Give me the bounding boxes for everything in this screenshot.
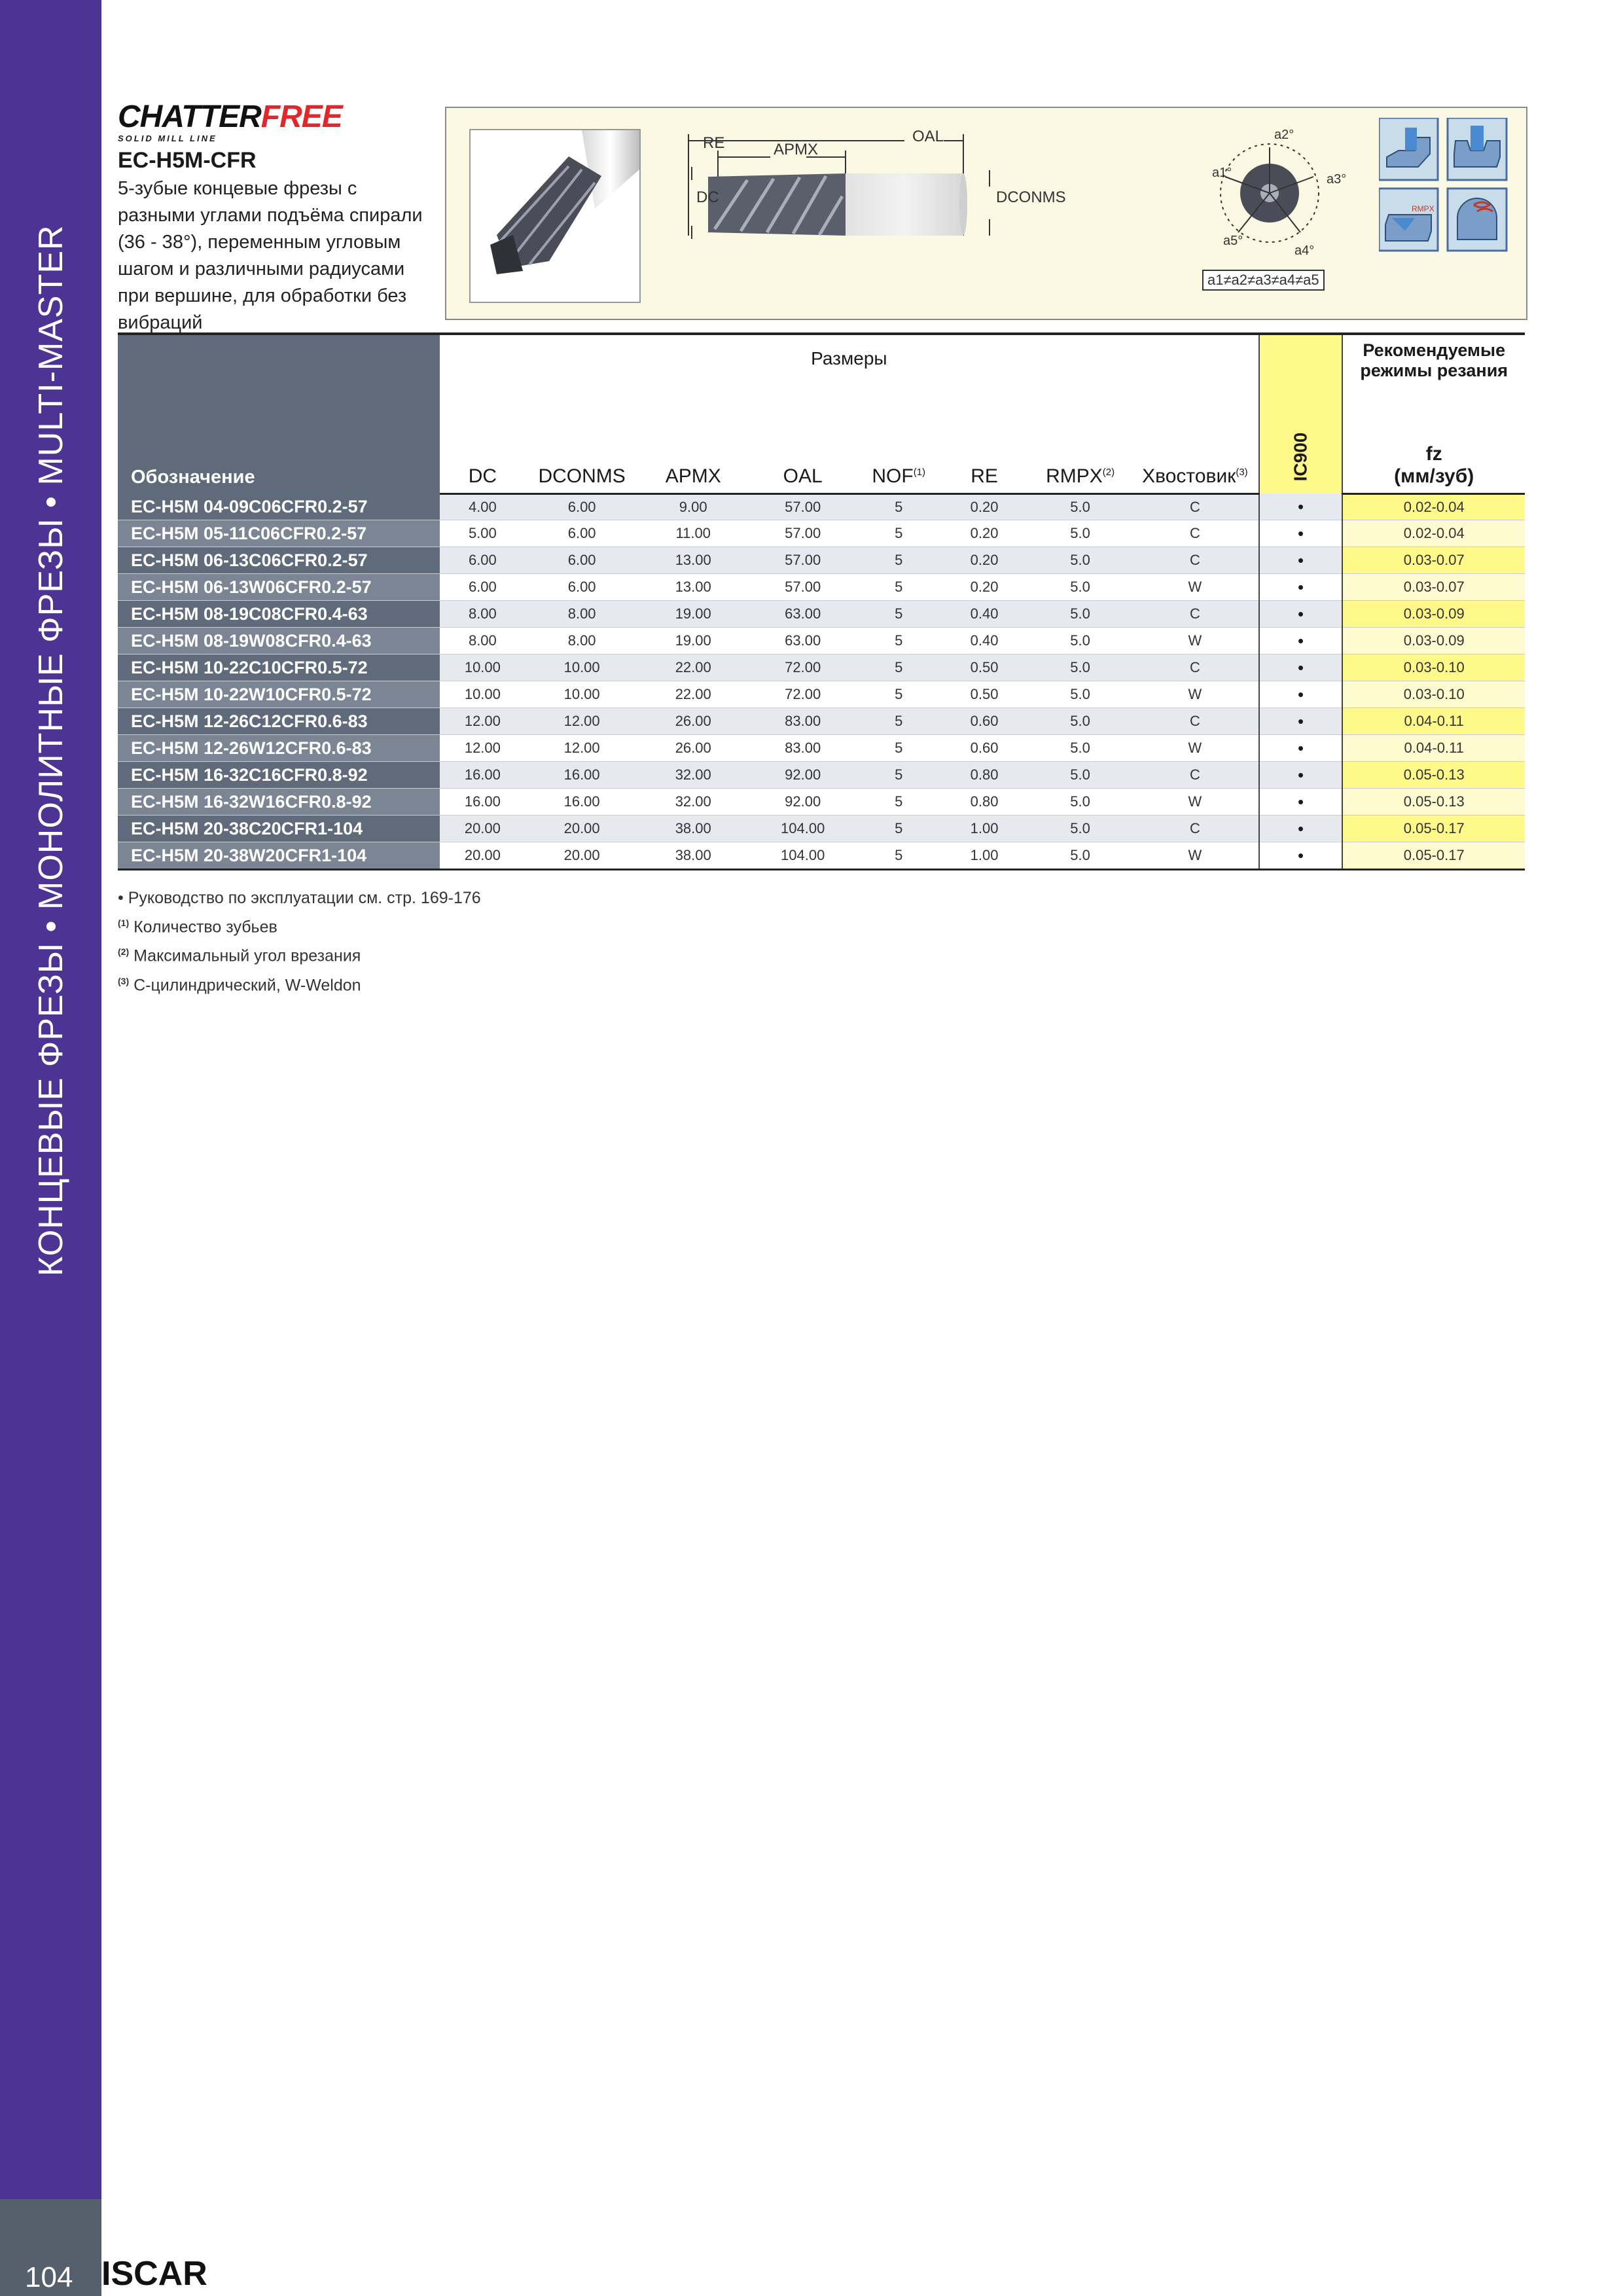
cell-fz: 0.03-0.10 [1342,681,1525,708]
table-row [118,493,1525,520]
re-label: RE [703,134,725,152]
cell-dconms: 6.00 [526,574,639,601]
cell-designation: EC-H5M 12-26W12CFR0.6-83 [118,735,440,762]
cell-designation: EC-H5M 08-19C08CFR0.4-63 [118,601,440,628]
cell-re: 0.40 [940,628,1029,655]
cell-dconms: 10.00 [526,681,639,708]
col-dc: DC [440,387,526,493]
cell-oal: 92.00 [748,789,857,816]
angle-a3-label: a3° [1327,172,1347,187]
dconms-label: DCONMS [996,188,1066,206]
cell-oal: 63.00 [748,601,857,628]
cell-shank: W [1132,842,1259,870]
cell-dconms: 6.00 [526,520,639,547]
cell-apmx: 22.00 [638,681,747,708]
footnote-mark: (1) [118,918,130,928]
cell-dc: 16.00 [440,762,526,789]
apmx-label: APMX [774,141,819,158]
cell-apmx: 19.00 [638,601,747,628]
cell-fz: 0.03-0.07 [1342,547,1525,574]
cell-designation: EC-H5M 20-38C20CFR1-104 [118,816,440,842]
brand-name: ISCAR [101,2255,207,2293]
cell-apmx: 26.00 [638,708,747,735]
cell-rmpx: 5.0 [1029,547,1132,574]
cell-dc: 20.00 [440,842,526,870]
cell-rmpx: 5.0 [1029,708,1132,735]
cell-dconms: 8.00 [526,628,639,655]
cell-shank: W [1132,789,1259,816]
cell-ic900: • [1259,547,1343,574]
cell-dconms: 10.00 [526,655,639,681]
cell-nof: 5 [857,816,940,842]
oal-label: OAL [912,128,944,145]
cell-dc: 12.00 [440,735,526,762]
cell-designation: EC-H5M 16-32W16CFR0.8-92 [118,789,440,816]
cell-rmpx: 5.0 [1029,735,1132,762]
cell-ic900: • [1259,708,1343,735]
ramping-icon [1379,188,1438,251]
slotting-icon [1448,118,1507,180]
footnote-text: C-цилиндрический, W-Weldon [134,975,361,994]
cell-apmx: 26.00 [638,735,747,762]
cell-designation: EC-H5M 05-11C06CFR0.2-57 [118,520,440,547]
cell-oal: 83.00 [748,735,857,762]
cell-shank: C [1132,816,1259,842]
cell-designation: EC-H5M 16-32C16CFR0.8-92 [118,762,440,789]
cell-shank: W [1132,574,1259,601]
table-row [118,681,1525,708]
footnote [118,969,481,997]
cell-fz: 0.03-0.07 [1342,574,1525,601]
cell-fz: 0.05-0.13 [1342,789,1525,816]
cell-ic900: • [1259,681,1343,708]
cell-ic900: • [1259,789,1343,816]
cell-ic900: • [1259,628,1343,655]
cell-fz: 0.03-0.10 [1342,655,1525,681]
col-oal: OAL [748,387,857,493]
cell-shank: W [1132,628,1259,655]
cell-ic900: • [1259,735,1343,762]
cell-apmx: 32.00 [638,762,747,789]
cell-rmpx: 5.0 [1029,601,1132,628]
cell-oal: 72.00 [748,655,857,681]
cell-designation: EC-H5M 10-22W10CFR0.5-72 [118,681,440,708]
cell-designation: EC-H5M 06-13W06CFR0.2-57 [118,574,440,601]
tool-diagram-panel [445,107,1527,320]
product-code: EC-H5M-CFR [118,148,257,173]
cell-re: 1.00 [940,842,1029,870]
cell-nof: 5 [857,601,940,628]
cell-nof: 5 [857,789,940,816]
angle-a4-label: a4° [1294,243,1315,258]
cell-dc: 8.00 [440,628,526,655]
dc-label: DC [696,188,719,206]
cell-rmpx: 5.0 [1029,493,1132,520]
footnote [118,910,481,939]
cell-dconms: 8.00 [526,601,639,628]
cell-nof: 5 [857,842,940,870]
cell-nof: 5 [857,547,940,574]
cell-apmx: 38.00 [638,816,747,842]
table-row [118,601,1525,628]
cell-nof: 5 [857,493,940,520]
cell-shank: C [1132,493,1259,520]
cell-nof: 5 [857,574,940,601]
cell-designation: EC-H5M 08-19W08CFR0.4-63 [118,628,440,655]
cell-dc: 10.00 [440,681,526,708]
application-icons [1379,118,1510,259]
cell-apmx: 13.00 [638,547,747,574]
chatterfree-logo [118,101,342,143]
cell-ic900: • [1259,655,1343,681]
cell-ic900: • [1259,816,1343,842]
cell-apmx: 9.00 [638,493,747,520]
cell-re: 0.20 [940,574,1029,601]
cell-dc: 4.00 [440,493,526,520]
cell-apmx: 11.00 [638,520,747,547]
cell-dconms: 6.00 [526,547,639,574]
cell-rmpx: 5.0 [1029,520,1132,547]
cell-fz: 0.04-0.11 [1342,708,1525,735]
cell-oal: 72.00 [748,681,857,708]
cell-dc: 6.00 [440,547,526,574]
cell-ic900: • [1259,601,1343,628]
cell-re: 0.20 [940,493,1029,520]
cell-fz: 0.03-0.09 [1342,628,1525,655]
cell-rmpx: 5.0 [1029,628,1132,655]
angle-a5-label: a5° [1223,234,1243,248]
svg-text:RMPX: RMPX [1412,204,1435,213]
table-row [118,628,1525,655]
cell-fz: 0.02-0.04 [1342,520,1525,547]
cell-oal: 104.00 [748,816,857,842]
footnote-mark: (3) [118,975,130,986]
cell-re: 0.60 [940,708,1029,735]
footnote [118,886,481,910]
cell-shank: C [1132,547,1259,574]
cell-ic900: • [1259,842,1343,870]
cell-oal: 57.00 [748,574,857,601]
cell-dconms: 20.00 [526,816,639,842]
col-rmpx: RMPX$^{(2)}$ [1029,387,1132,493]
cell-shank: C [1132,520,1259,547]
cell-fz: 0.05-0.17 [1342,816,1525,842]
cell-dconms: 12.00 [526,735,639,762]
cell-fz: 0.05-0.17 [1342,842,1525,870]
table-row [118,735,1525,762]
cell-rmpx: 5.0 [1029,574,1132,601]
col-dconms: DCONMS [526,387,639,493]
cell-nof: 5 [857,628,940,655]
cell-apmx: 13.00 [638,574,747,601]
cell-dconms: 12.00 [526,708,639,735]
cell-re: 0.50 [940,681,1029,708]
cell-dconms: 16.00 [526,762,639,789]
cell-rmpx: 5.0 [1029,842,1132,870]
product-description: 5-зубые концевые фрезы с разными углами подъёма спирали (36 - 38°), переменным угловым шагом и различными радиусами при вершине, для обработки без вибраций [118,178,423,333]
cell-nof: 5 [857,520,940,547]
cell-shank: C [1132,762,1259,789]
cell-ic900: • [1259,574,1343,601]
footnote-text: Количество зубьев [134,918,277,937]
table-row [118,520,1525,547]
cell-apmx: 38.00 [638,842,747,870]
cell-apmx: 19.00 [638,628,747,655]
footnotes [118,886,481,997]
side-banner-text: КОНЦЕВЫЕ ФРЕЗЫ • МОНОЛИТНЫЕ ФРЕЗЫ • MULTI-MASTER [32,224,70,1276]
shoulder-milling-icon [1379,118,1438,180]
col-apmx: APMX [638,387,747,493]
cell-oal: 57.00 [748,493,857,520]
cell-shank: W [1132,735,1259,762]
cell-re: 1.00 [940,816,1029,842]
pitch-angle-diagram [1212,121,1343,278]
cell-oal: 104.00 [748,842,857,870]
spec-table [118,332,1525,870]
footnote-text: Руководство по эксплуатации см. стр. 169-176 [128,889,481,907]
cell-re: 0.40 [940,601,1029,628]
cell-rmpx: 5.0 [1029,789,1132,816]
cell-dc: 20.00 [440,816,526,842]
cell-oal: 57.00 [748,547,857,574]
cell-ic900: • [1259,762,1343,789]
cell-dc: 8.00 [440,601,526,628]
cell-ic900: • [1259,493,1343,520]
cell-dc: 6.00 [440,574,526,601]
cell-dconms: 6.00 [526,493,639,520]
cell-shank: C [1132,708,1259,735]
col-shank: Хвостовик$^{(3)}$ [1132,387,1259,493]
col-re: RE [940,387,1029,493]
cell-re: 0.20 [940,547,1029,574]
cell-dc: 10.00 [440,655,526,681]
cell-dconms: 20.00 [526,842,639,870]
cell-apmx: 22.00 [638,655,747,681]
cell-nof: 5 [857,655,940,681]
recommended-header: Рекомендуемые режимы резания [1342,334,1525,387]
dimension-drawing [682,121,1048,311]
cell-oal: 92.00 [748,762,857,789]
angle-formula: a1≠a2≠a3≠a4≠a5 [1202,270,1325,291]
cell-shank: C [1132,655,1259,681]
endmill-photo-icon [471,130,639,302]
footnote-mark: • [118,889,124,907]
cell-oal: 83.00 [748,708,857,735]
page-number: 104 [25,2261,73,2293]
cell-designation: EC-H5M 20-38W20CFR1-104 [118,842,440,870]
table-row [118,574,1525,601]
table-row [118,762,1525,789]
cell-re: 0.80 [940,762,1029,789]
cell-dc: 5.00 [440,520,526,547]
cell-dc: 16.00 [440,789,526,816]
table-row [118,789,1525,816]
cell-fz: 0.04-0.11 [1342,735,1525,762]
footnote-mark: (2) [118,946,130,958]
cell-designation: EC-H5M 12-26C12CFR0.6-83 [118,708,440,735]
table-row [118,708,1525,735]
footnote [118,939,481,968]
table-row [118,655,1525,681]
cell-re: 0.60 [940,735,1029,762]
angle-a1-label: a1° [1212,166,1232,180]
cell-rmpx: 5.0 [1029,655,1132,681]
cell-nof: 5 [857,681,940,708]
cell-oal: 57.00 [748,520,857,547]
cell-re: 0.80 [940,789,1029,816]
cell-rmpx: 5.0 [1029,816,1132,842]
cell-fz: 0.02-0.04 [1342,493,1525,520]
cell-apmx: 32.00 [638,789,747,816]
table-row [118,842,1525,870]
cell-dc: 12.00 [440,708,526,735]
logo-word-2: FREE [260,99,342,134]
cell-shank: C [1132,601,1259,628]
cell-fz: 0.03-0.09 [1342,601,1525,628]
logo-word-1: CHATTER [118,99,261,134]
cell-shank: W [1132,681,1259,708]
col-grade-ic900: IC900 [1259,334,1343,493]
cell-designation: EC-H5M 06-13C06CFR0.2-57 [118,547,440,574]
cell-re: 0.20 [940,520,1029,547]
cell-re: 0.50 [940,655,1029,681]
cell-oal: 63.00 [748,628,857,655]
table-row [118,816,1525,842]
helical-interpolation-icon [1448,188,1507,251]
cell-ic900: • [1259,520,1343,547]
cell-nof: 5 [857,735,940,762]
footnote-text: Максимальный угол врезания [134,946,361,965]
cell-dconms: 16.00 [526,789,639,816]
cell-fz: 0.05-0.13 [1342,762,1525,789]
cell-designation: EC-H5M 04-09C06CFR0.2-57 [118,493,440,520]
dimensions-group-header: Размеры [440,334,1259,387]
table-row [118,547,1525,574]
cell-nof: 5 [857,708,940,735]
cell-rmpx: 5.0 [1029,681,1132,708]
tool-photo [469,129,641,303]
side-banner [0,0,101,2199]
cell-designation: EC-H5M 10-22C10CFR0.5-72 [118,655,440,681]
col-fz: fz (мм/зуб) [1342,387,1525,493]
col-nof: NOF$^{(1)}$ [857,387,940,493]
cell-rmpx: 5.0 [1029,762,1132,789]
logo-subtitle: SOLID MILL LINE [118,134,217,143]
col-designation: Обозначение [118,334,440,493]
angle-a2-label: a2° [1274,128,1294,142]
cell-nof: 5 [857,762,940,789]
